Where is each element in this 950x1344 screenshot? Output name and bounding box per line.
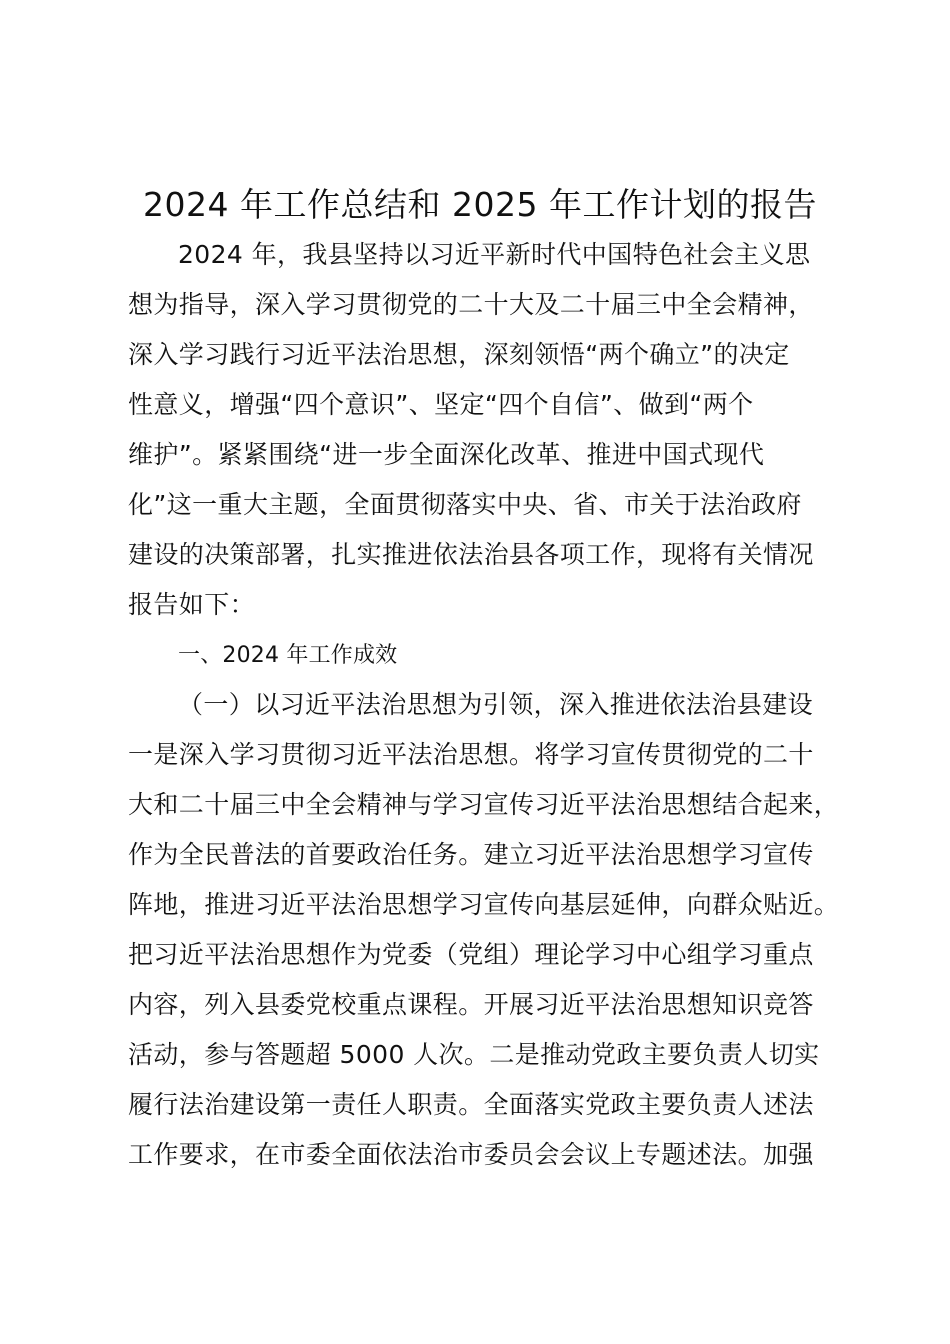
body-line-14: 阵地，推进习近平法治思想学习宣传向基层延伸，向群众贴近。 [128, 890, 840, 919]
body-line-11: 一是深入学习贯彻习近平法治思想。将学习宣传贯彻党的二十 [128, 740, 814, 769]
body-line-18: 履行法治建设第一责任人职责。全面落实党政主要负责人述法 [128, 1090, 814, 1119]
document-title: 2024 年工作总结和 2025 年工作计划的报告 [143, 185, 817, 224]
body-line-2: 想为指导，深入学习贯彻党的二十大及二十届三中全会精神， [128, 290, 814, 319]
body-line-3: 深入学习践行习近平法治思想，深刻领悟“两个确立”的决定 [128, 340, 790, 369]
body-line-7: 建设的决策部署，扎实推进依法治县各项工作，现将有关情况 [128, 540, 814, 569]
section-heading: 一、2024 年工作成效 [178, 643, 398, 668]
body-line-8: 报告如下： [128, 590, 256, 619]
body-line-15: 把习近平法治思想作为党委（党组）理论学习中心组学习重点 [128, 940, 814, 969]
body-line-1: 2024 年，我县坚持以习近平新时代中国特色社会主义思 [178, 240, 811, 269]
subsection-heading: （一）以习近平法治思想为引领，深入推进依法治县建设 [178, 690, 814, 719]
body-line-19: 工作要求，在市委全面依法治市委员会会议上专题述法。加强 [128, 1140, 814, 1169]
body-line-6: 化”这一重大主题，全面贯彻落实中央、省、市关于法治政府 [128, 490, 802, 519]
body-line-4: 性意义，增强“四个意识”、坚定“四个自信”、做到“两个 [128, 390, 754, 419]
body-line-17: 活动，参与答题超 5000 人次。二是推动党政主要负责人切实 [128, 1040, 820, 1069]
body-line-5: 维护”。紧紧围绕“进一步全面深化改革、推进中国式现代 [128, 440, 765, 469]
body-line-13: 作为全民普法的首要政治任务。建立习近平法治思想学习宣传 [128, 840, 814, 869]
body-line-12: 大和二十届三中全会精神与学习宣传习近平法治思想结合起来， [128, 790, 840, 819]
body-line-16: 内容，列入县委党校重点课程。开展习近平法治思想知识竞答 [128, 990, 814, 1019]
